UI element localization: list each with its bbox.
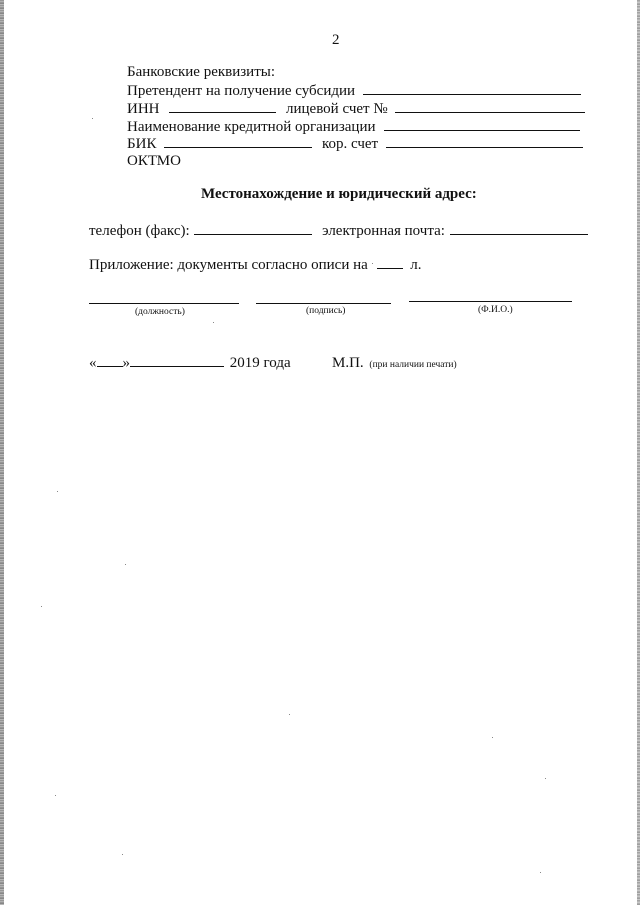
address-heading: Местонахождение и юридический адрес: bbox=[201, 186, 477, 202]
page-number: 2 bbox=[332, 32, 340, 48]
email-field[interactable] bbox=[450, 222, 588, 235]
phone-field[interactable] bbox=[194, 222, 312, 235]
bank-heading: Банковские реквизиты: bbox=[127, 64, 276, 80]
inn-label: ИНН bbox=[127, 101, 160, 117]
bik-row bbox=[127, 135, 583, 153]
email-label: электронная почта: bbox=[322, 223, 445, 239]
scan-speck bbox=[41, 606, 42, 607]
account-label: лицевой счет № bbox=[286, 101, 388, 117]
scan-speck bbox=[125, 564, 126, 565]
applicant-label: Претендент на получение субсидии bbox=[127, 83, 356, 99]
date-open-quote: « bbox=[89, 355, 97, 371]
account-field[interactable] bbox=[395, 100, 585, 113]
credit-org-field[interactable] bbox=[384, 118, 580, 131]
credit-org-row bbox=[127, 118, 580, 136]
signature-line[interactable] bbox=[256, 303, 391, 304]
position-caption: (должность) bbox=[135, 307, 185, 317]
applicant-field[interactable] bbox=[363, 82, 581, 95]
scan-speck bbox=[213, 322, 214, 323]
stamp-label: М.П. bbox=[332, 355, 364, 371]
day-field[interactable] bbox=[97, 354, 123, 367]
oktmo-label: ОКТМО bbox=[127, 153, 181, 169]
attachment-label: Приложение: документы согласно описи на bbox=[89, 257, 368, 273]
corr-account-label: кор. счет bbox=[321, 136, 379, 152]
bik-field[interactable] bbox=[164, 135, 312, 148]
scan-speck bbox=[545, 778, 546, 779]
scan-speck bbox=[122, 854, 123, 855]
contacts-row bbox=[89, 222, 588, 240]
date-close-quote: » bbox=[122, 355, 130, 371]
name-line[interactable] bbox=[409, 301, 572, 302]
scan-speck bbox=[55, 795, 56, 796]
position-line[interactable] bbox=[89, 303, 239, 304]
bik-label: БИК bbox=[127, 136, 157, 152]
stamp-note: (при наличии печати) bbox=[369, 360, 457, 370]
stamp-row bbox=[332, 354, 457, 372]
year-text: 2019 года bbox=[229, 355, 291, 371]
corr-account-field[interactable] bbox=[386, 135, 583, 148]
inn-row bbox=[127, 100, 585, 118]
inn-field[interactable] bbox=[169, 100, 276, 113]
applicant-row bbox=[127, 82, 581, 100]
phone-label: телефон (факс): bbox=[89, 223, 190, 239]
credit-org-label: Наименование кредитной организации bbox=[127, 119, 376, 135]
scan-speck bbox=[492, 737, 493, 738]
attachment-pages-field[interactable] bbox=[377, 256, 403, 269]
scan-edge-left bbox=[0, 0, 4, 905]
signature-caption: (подпись) bbox=[306, 306, 346, 316]
scan-speck bbox=[289, 714, 290, 715]
attachment-suffix: л. bbox=[410, 257, 422, 273]
scan-speck bbox=[57, 491, 58, 492]
name-caption: (Ф.И.О.) bbox=[478, 305, 513, 315]
scan-speck bbox=[92, 118, 93, 119]
scan-speck bbox=[540, 872, 541, 873]
date-row bbox=[89, 354, 291, 372]
month-field[interactable] bbox=[130, 354, 224, 367]
attachment-row bbox=[89, 256, 422, 274]
scan-speck bbox=[372, 263, 373, 264]
